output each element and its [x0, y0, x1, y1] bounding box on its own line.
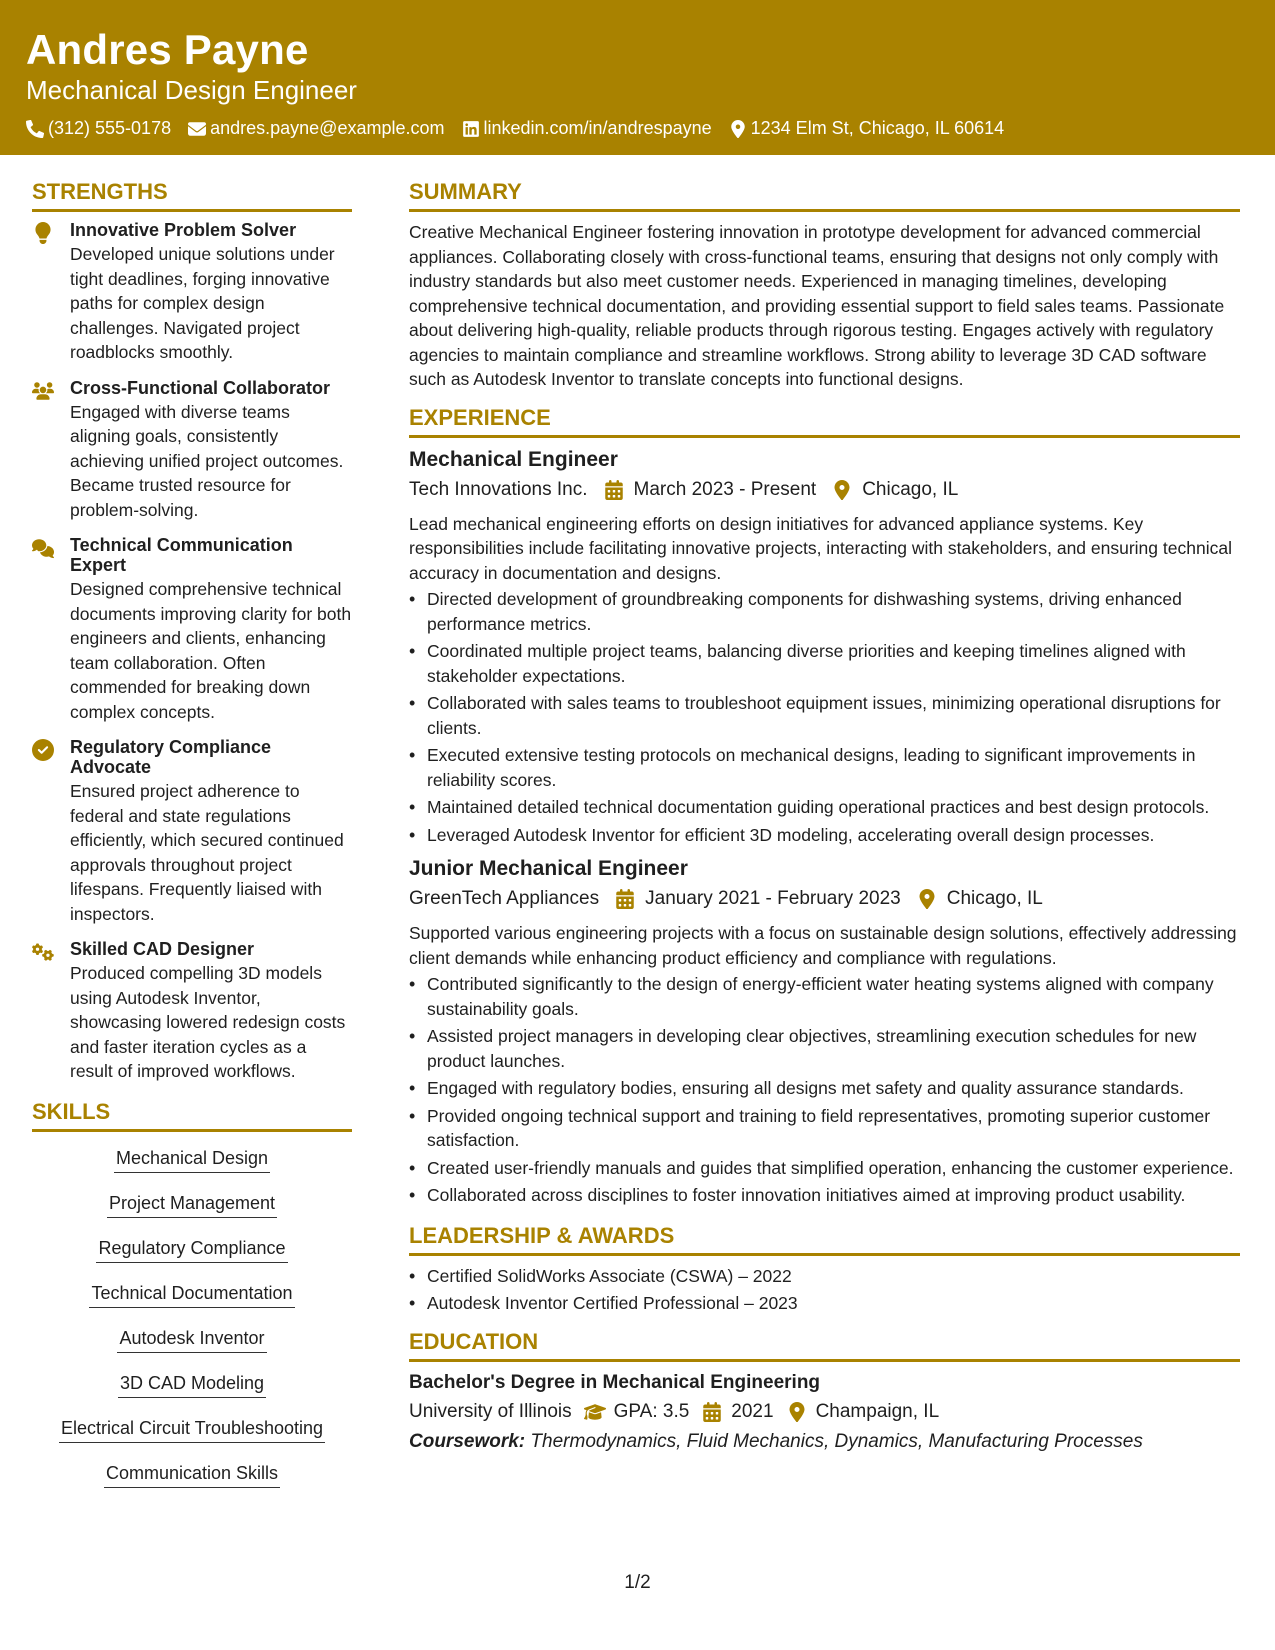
school-name: University of Illinois: [409, 1400, 572, 1422]
list-item: • Contributed significantly to the design of energy-efficient water heating systems aligned with company sustainability goals.: [409, 972, 1240, 1021]
job-dates: March 2023 - Present: [633, 478, 817, 500]
skill-tag: Electrical Circuit Troubleshooting: [59, 1416, 325, 1443]
contact-phone[interactable]: [26, 118, 171, 139]
strength-title: Skilled CAD Designer: [70, 939, 255, 959]
strength-item: [32, 378, 352, 523]
list-item: • Certified SolidWorks Associate (CSWA) – 2022: [409, 1264, 1240, 1289]
job-bullets: [409, 972, 1240, 1208]
skill-tag: Regulatory Compliance: [96, 1236, 287, 1263]
skill-tag: Communication Skills: [104, 1461, 280, 1488]
comments-icon: [32, 537, 54, 559]
job-title: Junior Mechanical Engineer: [409, 857, 688, 880]
candidate-name: Andres Payne: [26, 26, 309, 73]
strength-item: [32, 535, 352, 724]
strengths-heading: STRENGTHS: [32, 178, 352, 212]
candidate-title: Mechanical Design Engineer: [26, 75, 357, 105]
calendar-icon: [701, 1402, 723, 1422]
users-icon: [32, 380, 54, 402]
contact-bar: [26, 118, 1249, 139]
list-item: • Provided ongoing technical support and training to field representatives, promoting superior customer satisfaction.: [409, 1104, 1240, 1153]
job-dates: January 2021 - February 2023: [645, 888, 901, 909]
strength-title: Regulatory Compliance Advocate: [70, 737, 272, 777]
right-column: [409, 178, 1240, 1456]
contact-email[interactable]: [188, 118, 444, 139]
summary-text: Creative Mechanical Engineer fostering innovation in prototype development for advanced commercial appliances. Collaborating closely with cross-functional teams, ensuring that designs not only comply with industry standards but also meet customer needs. Experienced in managing timelines, developing comprehensive technical documentation, and providing essential support to field sales teams. Passionate about delivering high-quality, reliable products through rigorous testing. Engages actively with regulatory agencies to maintain compliance and streamline workflows. Strong ability to leverage 3D CAD software such as Autodesk Inventor to translate concepts into functional designs.: [409, 222, 1225, 389]
summary-heading: SUMMARY: [409, 178, 1240, 212]
strength-title: Innovative Problem Solver: [70, 220, 297, 240]
job-company: GreenTech Appliances: [409, 888, 600, 909]
calendar-icon: [615, 889, 635, 909]
job-description: Supported various engineering projects with a focus on sustainable design solutions, effectively addressing client demands while enhancing product efficiency and compliance with regulations.: [409, 923, 1237, 968]
gpa-text: GPA: 3.5: [613, 1400, 690, 1422]
job-meta: [409, 476, 1240, 504]
list-item: • Collaborated across disciplines to foster innovation initiatives aimed at improving product usability.: [409, 1183, 1240, 1208]
resume-header: [0, 0, 1275, 155]
phone-text: (312) 555-0178: [48, 118, 172, 138]
job-bullets: [409, 587, 1240, 847]
skill-tag: Mechanical Design: [114, 1146, 270, 1173]
experience-heading: EXPERIENCE: [409, 404, 1240, 438]
linkedin-icon: [462, 120, 480, 138]
skill-tag: Project Management: [107, 1191, 277, 1218]
graduation-year: 2021: [731, 1400, 774, 1422]
education-meta: [409, 1398, 1240, 1426]
page-number: 1/2: [624, 1572, 651, 1593]
job-entry: [409, 446, 1240, 848]
address-text: 1234 Elm St, Chicago, IL 60614: [750, 118, 1005, 138]
coursework-label: Coursework:: [409, 1430, 526, 1452]
strength-desc: Ensured project adherence to federal and state regulations efficiently, which secured continued approvals throughout project lifespans. Frequently liaised with inspectors.: [70, 781, 344, 924]
list-item: • Created user-friendly manuals and guides that simplified operation, enhancing the customer experience.: [409, 1156, 1240, 1181]
strength-item: [32, 939, 352, 1084]
email-text: andres.payne@example.com: [210, 118, 445, 138]
awards-heading: LEADERSHIP & AWARDS: [409, 1222, 1240, 1256]
job-location: Chicago, IL: [862, 478, 959, 500]
lightbulb-icon: [32, 222, 54, 244]
strength-item: [32, 220, 352, 365]
left-column: [32, 178, 352, 1500]
graduation-cap-icon: [584, 1402, 606, 1422]
job-meta: [409, 885, 1240, 913]
location-pin-icon: [729, 120, 747, 138]
skill-tag: Technical Documentation: [89, 1281, 294, 1308]
strength-desc: Designed comprehensive technical documents improving clarity for both engineers and clients, enhancing team collaboration. Often commended for breaking down complex concepts.: [70, 579, 352, 722]
list-item: • Engaged with regulatory bodies, ensuring all designs met safety and quality assurance standards.: [409, 1076, 1240, 1101]
coursework: [409, 1428, 1240, 1456]
strength-desc: Produced compelling 3D models using Autodesk Inventor, showcasing lowered redesign costs and faster iteration cycles as a result of improved workflows.: [70, 963, 346, 1081]
skills-list: [32, 1140, 352, 1500]
awards-list: [409, 1264, 1240, 1316]
job-company: Tech Innovations Inc.: [409, 478, 588, 500]
linkedin-text: linkedin.com/in/andrespayne: [483, 118, 712, 138]
job-location: Chicago, IL: [946, 888, 1043, 909]
calendar-icon: [604, 480, 624, 500]
job-entry: [409, 855, 1240, 1208]
contact-linkedin[interactable]: [462, 118, 712, 139]
strength-desc: Engaged with diverse teams aligning goals, consistently achieving unified project outcomes. Became trusted resource for problem-solving.: [70, 401, 344, 520]
skill-tag: 3D CAD Modeling: [118, 1371, 266, 1398]
strength-title: Cross-Functional Collaborator: [70, 377, 331, 398]
coursework-list: Thermodynamics, Fluid Mechanics, Dynamics, Manufacturing Processes: [525, 1430, 1143, 1452]
school-location: Champaign, IL: [815, 1400, 940, 1422]
strength-title: Technical Communication Expert: [70, 535, 293, 575]
strength-item: [32, 737, 352, 926]
list-item: • Directed development of groundbreaking components for dishwashing systems, driving enhanced performance metrics.: [409, 587, 1240, 636]
job-title: Mechanical Engineer: [409, 447, 618, 471]
contact-address: [729, 118, 1005, 139]
job-description: Lead mechanical engineering efforts on design initiatives for advanced appliance systems. Key responsibilities include facilitating innovative projects, interacting with stakeholders, and ensuring technical accuracy in documentation and designs.: [409, 513, 1232, 583]
list-item: • Coordinated multiple project teams, balancing diverse priorities and keeping timelines aligned with stakeholder expectations.: [409, 639, 1240, 688]
list-item: • Executed extensive testing protocols on mechanical designs, leading to significant improvements in reliability scores.: [409, 743, 1240, 792]
list-item: • Autodesk Inventor Certified Professional – 2023: [409, 1291, 1240, 1316]
education-heading: EDUCATION: [409, 1328, 1240, 1362]
skills-heading: SKILLS: [32, 1098, 352, 1132]
check-circle-icon: [32, 739, 54, 761]
location-pin-icon: [917, 889, 937, 909]
location-pin-icon: [786, 1402, 808, 1422]
list-item: • Collaborated with sales teams to troubleshoot equipment issues, minimizing operational disruptions for clients.: [409, 691, 1240, 740]
list-item: • Assisted project managers in developing clear objectives, streamlining execution schedules for new product launches.: [409, 1024, 1240, 1073]
phone-icon: [26, 120, 44, 138]
gears-icon: [32, 941, 54, 963]
strength-desc: Developed unique solutions under tight deadlines, forging innovative paths for complex design challenges. Navigated project roadblocks smoothly.: [70, 244, 335, 362]
envelope-icon: [188, 120, 206, 138]
skill-tag: Autodesk Inventor: [117, 1326, 266, 1353]
list-item: • Maintained detailed technical documentation guiding operational practices and best design protocols.: [409, 795, 1240, 820]
degree-title: Bachelor's Degree in Mechanical Engineering: [409, 1371, 821, 1393]
list-item: • Leveraged Autodesk Inventor for efficient 3D modeling, accelerating overall design processes.: [409, 823, 1240, 848]
location-pin-icon: [832, 480, 852, 500]
